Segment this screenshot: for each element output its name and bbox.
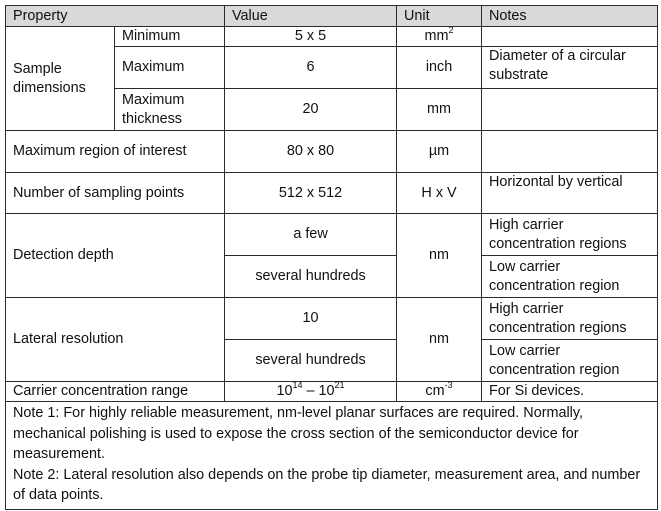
footnote-1: Note 1: For highly reliable measurement, nm-level planar surfaces are required. Normally, mechanical polishing is used to expose the cross section of the semiconductor device for measurement. — [13, 405, 584, 462]
lateral-resolution-label: Lateral resolution — [6, 298, 225, 382]
header-value: Value — [225, 6, 397, 27]
carrier-range-unit-exponent: -3 — [444, 380, 453, 391]
footnotes-row — [6, 402, 658, 510]
lateral-resolution-value-low: several hundreds — [225, 340, 397, 382]
lateral-resolution-unit: nm — [397, 298, 482, 382]
table-row — [6, 214, 658, 256]
carrier-range-note: For Si devices. — [482, 382, 658, 402]
sampling-points-note: Horizontal by vertical — [482, 173, 658, 214]
max-thickness-unit: mm — [397, 89, 482, 131]
carrier-range-exponent-high: 21 — [334, 380, 345, 391]
header-notes: Notes — [482, 6, 658, 27]
detection-depth-label: Detection depth — [6, 214, 225, 298]
maximum-label: Maximum — [115, 47, 225, 89]
carrier-range-separator: – — [302, 383, 319, 399]
minimum-note — [482, 27, 658, 47]
table-row — [6, 382, 658, 402]
max-thickness-value: 20 — [225, 89, 397, 131]
specification-table — [5, 5, 658, 510]
table-row — [6, 298, 658, 340]
minimum-unit-exponent: 2 — [448, 25, 454, 36]
detection-depth-note-low: Low carrier concentration region — [482, 256, 658, 298]
carrier-range-unit — [397, 382, 482, 402]
footnote-2: Note 2: Lateral resolution also depends on the probe tip diameter, measurement area, and number of data points. — [13, 466, 641, 503]
region-of-interest-value: 80 x 80 — [225, 131, 397, 173]
footnotes-cell — [6, 402, 658, 510]
minimum-unit — [397, 27, 482, 47]
detection-depth-note-high: High carrier concentration regions — [482, 214, 658, 256]
lateral-resolution-note-high: High carrier concentration regions — [482, 298, 658, 340]
minimum-label: Minimum — [115, 27, 225, 47]
maximum-value: 6 — [225, 47, 397, 89]
table-row — [6, 27, 658, 47]
header-row — [6, 6, 658, 27]
lateral-resolution-note-low: Low carrier concentration region — [482, 340, 658, 382]
sampling-points-label: Number of sampling points — [6, 173, 225, 214]
region-of-interest-unit: µm — [397, 131, 482, 173]
region-of-interest-note — [482, 131, 658, 173]
carrier-range-base-low: 10 — [276, 383, 293, 399]
sampling-points-unit: H x V — [397, 173, 482, 214]
table-row — [6, 173, 658, 214]
detection-depth-value-low: several hundreds — [225, 256, 397, 298]
max-thickness-label: Maximum thickness — [115, 89, 225, 131]
region-of-interest-label: Maximum region of interest — [6, 131, 225, 173]
minimum-unit-base: mm — [424, 28, 449, 44]
sample-dimensions-label: Sample dimensions — [6, 27, 115, 131]
maximum-note: Diameter of a circular substrate — [482, 47, 658, 89]
header-property: Property — [6, 6, 225, 27]
max-thickness-note — [482, 89, 658, 131]
lateral-resolution-value-high: 10 — [225, 298, 397, 340]
detection-depth-value-high: a few — [225, 214, 397, 256]
header-unit: Unit — [397, 6, 482, 27]
carrier-range-label: Carrier concentration range — [6, 382, 225, 402]
table-row — [6, 131, 658, 173]
carrier-range-base-high: 10 — [318, 383, 335, 399]
carrier-range-unit-base: cm — [425, 383, 445, 399]
carrier-range-exponent-low: 14 — [292, 380, 303, 391]
minimum-value: 5 x 5 — [225, 27, 397, 47]
maximum-unit: inch — [397, 47, 482, 89]
sampling-points-value: 512 x 512 — [225, 173, 397, 214]
specification-table-container — [5, 5, 658, 510]
detection-depth-unit: nm — [397, 214, 482, 298]
carrier-range-value — [225, 382, 397, 402]
